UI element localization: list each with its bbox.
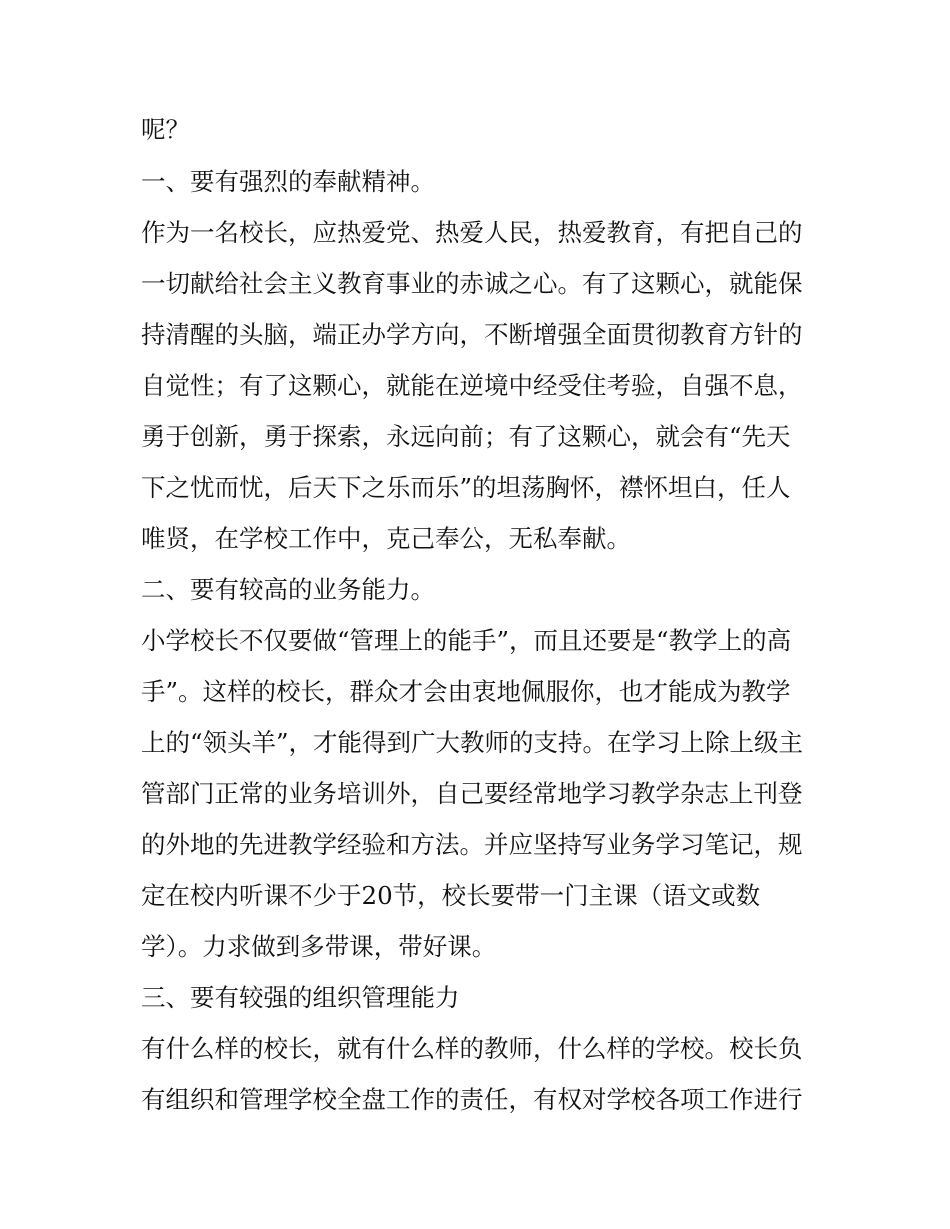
section-heading-2: 二、要有较高的业务能力。	[141, 575, 435, 604]
text-line: 有什么样的校长，就有什么样的教师，什么样的学校。校长负	[141, 1034, 803, 1063]
text-line: 下之忧而忧，后天下之乐而乐”的坦荡胸怀，襟怀坦白，任人	[141, 473, 791, 502]
section-heading-1: 一、要有强烈的奉献精神。	[141, 167, 435, 196]
text-line: 持清醒的头脑，端正办学方向，不断增强全面贯彻教育方针的	[141, 320, 803, 349]
text-line: 小学校长不仅要做“管理上的能手”，而且还要是“教学上的高	[141, 626, 792, 655]
text-line: 作为一名校长，应热爱党、热爱人民，热爱教育，有把自己的	[141, 218, 803, 247]
text-line: 勇于创新，勇于探索，永远向前；有了这颗心，就会有“先天	[141, 422, 791, 451]
text-line: 唯贤，在学校工作中，克己奉公，无私奉献。	[141, 524, 631, 553]
text-line: 上的“领头羊”，才能得到广大教师的支持。在学习上除上级主	[141, 728, 804, 757]
text-line: 自觉性；有了这颗心，就能在逆境中经受住考验，自强不息，	[141, 371, 803, 400]
text-line: 有组织和管理学校全盘工作的责任，有权对学校各项工作进行	[141, 1085, 803, 1114]
text-line: 定在校内听课不少于20节，校长要带一门主课（语文或数	[141, 881, 761, 910]
text-line: 学）。力求做到多带课，带好课。	[141, 932, 497, 961]
text-line: 一切献给社会主义教育事业的赤诚之心。有了这颗心，就能保	[141, 269, 803, 298]
text-line: 手”。这样的校长，群众才会由衷地佩服你，也才能成为教学	[141, 677, 791, 706]
text-line: 管部门正常的业务培训外，自己要经常地学习教学杂志上刊登	[141, 779, 803, 808]
text-line: 呢？	[141, 115, 190, 144]
text-line: 的外地的先进教学经验和方法。并应坚持写业务学习笔记，规	[141, 830, 803, 859]
section-heading-3: 三、要有较强的组织管理能力	[141, 983, 460, 1012]
